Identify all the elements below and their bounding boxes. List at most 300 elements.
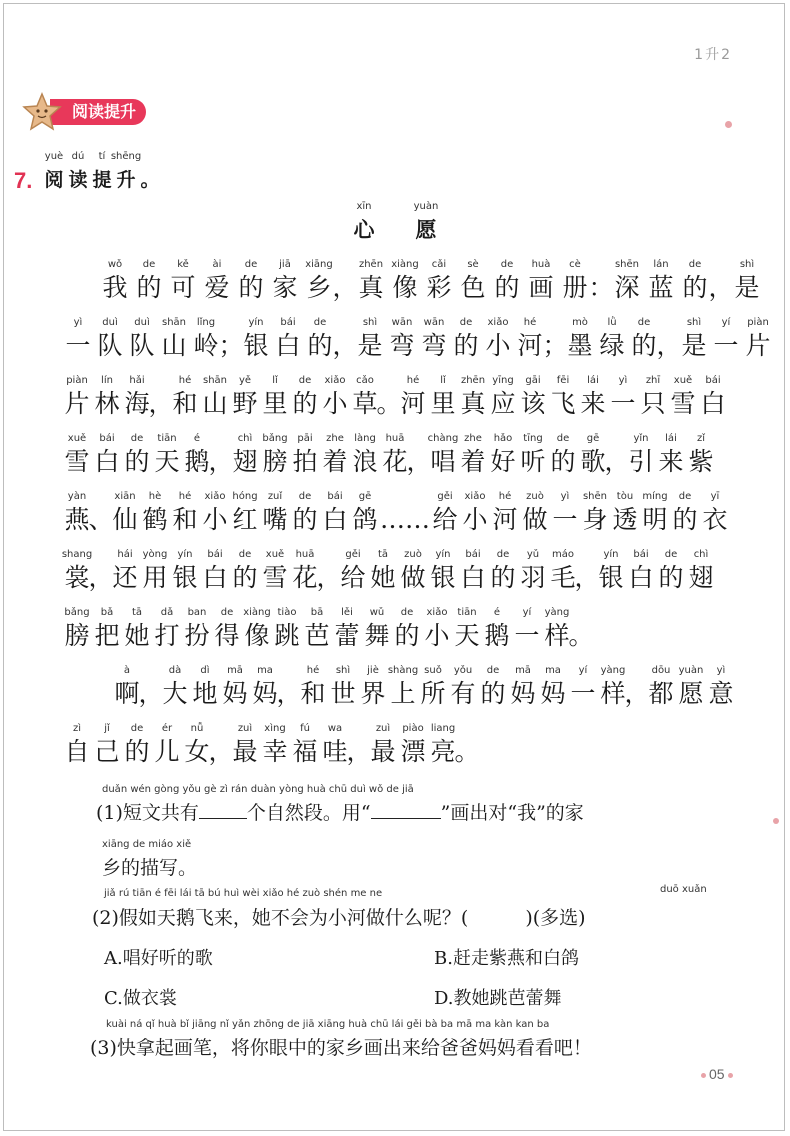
ruby-char: [478, 664, 508, 710]
ruby-char: [460, 490, 490, 536]
pinyin: shēn: [614, 259, 640, 270]
ruby-char: [422, 606, 452, 652]
hanzi: 的: [631, 331, 657, 360]
ruby-char: [200, 374, 230, 420]
pinyin: xiàng: [391, 259, 419, 270]
hanzi: 羽: [520, 563, 546, 592]
pinyin: yǒu: [453, 665, 473, 676]
hanzi: 膀: [64, 621, 90, 650]
ruby-char: [320, 722, 350, 768]
ruby-char: [676, 664, 706, 710]
hanzi: 山: [202, 389, 228, 418]
hanzi: 的: [480, 679, 506, 708]
pinyin: xìng: [264, 723, 286, 734]
hanzi: 透: [612, 505, 638, 534]
pinyin: yuàn: [678, 665, 704, 676]
pinyin: de: [313, 317, 327, 328]
ruby-char: [448, 664, 478, 710]
hanzi: 大: [162, 679, 188, 708]
pinyin: piàn: [747, 317, 769, 328]
ruby-char: [332, 606, 362, 652]
hanzi: 升: [116, 169, 136, 191]
pinyin: lái: [587, 375, 599, 386]
pinyin: gěi: [437, 491, 453, 502]
hanzi: 。: [454, 737, 480, 766]
pinyin: fēi: [556, 375, 570, 386]
hanzi: 的: [124, 447, 150, 476]
pinyin: xuě: [67, 433, 87, 444]
pinyin: yín: [177, 549, 193, 560]
pinyin: huà: [531, 259, 551, 270]
pinyin: shì: [362, 317, 378, 328]
pinyin: ér: [161, 723, 173, 734]
grade-label: 1升2: [694, 47, 732, 63]
hanzi: ，: [604, 447, 630, 476]
pinyin: gěi: [345, 549, 361, 560]
punctuation: [604, 432, 630, 478]
passage-line: [112, 664, 736, 710]
hanzi: 身: [582, 505, 608, 534]
hanzi: 应: [490, 389, 516, 418]
ruby-char: [644, 258, 678, 304]
pinyin: yí: [522, 607, 532, 618]
hanzi: 小: [424, 621, 450, 650]
ruby-char: [742, 316, 774, 362]
punctuation: [148, 374, 174, 420]
ruby-char: [488, 374, 518, 420]
ruby-char: [122, 606, 152, 652]
ruby-char: [678, 258, 712, 304]
decorative-dot: [725, 121, 732, 128]
hanzi: 里: [430, 389, 456, 418]
q1-text-2: 乡的描写。: [102, 857, 198, 879]
pinyin: zì: [72, 723, 82, 734]
hanzi: 读: [68, 169, 88, 191]
pinyin: míng: [642, 491, 668, 502]
q1-blank-mark[interactable]: [371, 800, 441, 819]
ruby-char: [350, 490, 380, 536]
pinyin: máo: [552, 549, 574, 560]
hanzi: 花: [382, 447, 408, 476]
ruby-char: [328, 664, 358, 710]
hanzi: ，: [148, 389, 174, 418]
hanzi: 妈: [222, 679, 248, 708]
hanzi: 心: [353, 217, 375, 242]
hanzi: 岭: [193, 331, 219, 360]
pinyin: tiān: [157, 433, 177, 444]
pinyin: bǎng: [64, 607, 90, 618]
pinyin: shān: [202, 375, 227, 386]
hanzi: 。: [568, 621, 594, 650]
ruby-char: [508, 664, 538, 710]
hanzi: 的: [550, 447, 576, 476]
hanzi: 天: [454, 621, 480, 650]
ruby-char: [686, 548, 716, 594]
pinyin: kě: [177, 259, 189, 270]
hanzi: 爱: [204, 273, 230, 302]
q1-text-c: ”画出对“我”的家: [440, 802, 584, 824]
pinyin: yì: [73, 317, 83, 328]
pinyin: xīn: [356, 201, 372, 212]
hanzi: 海: [124, 389, 150, 418]
passage-line: [62, 316, 774, 362]
hanzi: 深: [614, 273, 640, 302]
ruby-char: [458, 548, 488, 594]
ruby-char: [542, 606, 572, 652]
ruby-char: [548, 432, 578, 478]
pinyin: yàng: [544, 607, 570, 618]
hanzi: 自: [64, 737, 90, 766]
pinyin: wǒ: [107, 259, 123, 270]
hanzi: 最: [232, 737, 258, 766]
pinyin: bǎng: [262, 433, 288, 444]
hanzi: 女: [184, 737, 210, 766]
ruby-char: [66, 150, 90, 196]
pinyin: de: [130, 723, 144, 734]
hanzi: 家: [272, 273, 298, 302]
hanzi: 山: [161, 331, 187, 360]
hanzi: 片: [745, 331, 771, 360]
hanzi: 的: [307, 331, 333, 360]
pinyin: nǚ: [190, 723, 204, 734]
pinyin: fú: [300, 723, 310, 734]
hanzi: 舞: [364, 621, 390, 650]
ruby-char: [290, 722, 320, 768]
pinyin: xiǎo: [324, 375, 346, 386]
hanzi: 意: [708, 679, 734, 708]
ruby-char: [598, 664, 628, 710]
ruby-char: [290, 490, 320, 536]
pinyin: liang: [430, 723, 456, 734]
passage-line: [62, 490, 730, 536]
pinyin: tiào: [277, 607, 297, 618]
ruby-char: [110, 548, 140, 594]
ruby-char: [458, 432, 488, 478]
hanzi: 妈: [540, 679, 566, 708]
pinyin: yì: [618, 375, 628, 386]
hanzi: 愿: [678, 679, 704, 708]
hanzi: 的: [136, 273, 162, 302]
ruby-char: [182, 606, 212, 652]
pinyin: yín: [603, 549, 619, 560]
hanzi: 红: [232, 505, 258, 534]
ruby-char: [538, 664, 568, 710]
ruby-char: [260, 490, 290, 536]
pinyin: tā: [377, 549, 389, 560]
ruby-char: [62, 432, 92, 478]
hanzi: 仙: [112, 505, 138, 534]
pinyin: hái: [117, 549, 133, 560]
hanzi: 河: [492, 505, 518, 534]
ruby-char: [290, 374, 320, 420]
ruby-char: [268, 258, 302, 304]
ruby-char: [428, 432, 458, 478]
punctuation: [380, 490, 430, 536]
ruby-char: [386, 316, 418, 362]
ruby-char: [452, 606, 482, 652]
ruby-char: [158, 316, 190, 362]
ruby-char: [578, 374, 608, 420]
q3-pinyin: kuài ná qǐ huà bǐ jiāng nǐ yǎn zhōng de jiā xiāng huà chū lái gěi bà ba mā ma kàn kan ba: [106, 1019, 550, 1030]
hanzi: 弯: [389, 331, 415, 360]
hanzi: 提: [92, 169, 112, 191]
pinyin: ban: [187, 607, 207, 618]
hanzi: 河: [517, 331, 543, 360]
hanzi: 的: [238, 273, 264, 302]
hanzi: 绿: [599, 331, 625, 360]
pinyin: mā: [227, 665, 243, 676]
hanzi: 用: [142, 563, 168, 592]
hanzi: 真: [460, 389, 486, 418]
ruby-char: [354, 316, 386, 362]
ruby-char: [160, 664, 190, 710]
hanzi: 彩: [426, 273, 452, 302]
hanzi: 着: [460, 447, 486, 476]
hanzi: 她: [124, 621, 150, 650]
ruby-char: [230, 548, 260, 594]
pinyin: shēng: [110, 151, 142, 162]
ruby-char: [488, 548, 518, 594]
ruby-char: [200, 548, 230, 594]
hanzi: 她: [370, 563, 396, 592]
ruby-char: [320, 374, 350, 420]
passage-line: [62, 432, 716, 478]
pinyin: duì: [102, 317, 118, 328]
hanzi: 一: [713, 331, 739, 360]
hanzi: 队: [97, 331, 123, 360]
hanzi: 的: [124, 737, 150, 766]
pinyin: shēn: [582, 491, 608, 502]
punctuation: [568, 606, 594, 652]
star-icon: [22, 92, 62, 132]
ruby-char: [302, 606, 332, 652]
hanzi: 一: [514, 621, 540, 650]
ruby-char: [488, 432, 518, 478]
hanzi: ，: [208, 737, 234, 766]
hanzi: 嘴: [262, 505, 288, 534]
hanzi: 鹤: [142, 505, 168, 534]
hanzi: 草: [352, 389, 378, 418]
ruby-char: [490, 490, 520, 536]
pinyin: tí: [98, 151, 106, 162]
pinyin: gē: [586, 433, 600, 444]
hanzi: ，: [208, 447, 234, 476]
pinyin: de: [459, 317, 473, 328]
hanzi: 是: [681, 331, 707, 360]
hanzi: 裳: [64, 563, 90, 592]
q1-blank-count[interactable]: [199, 800, 247, 819]
page-number-text: 05: [709, 1066, 725, 1082]
hanzi: 的: [394, 621, 420, 650]
pinyin: mā: [515, 665, 531, 676]
ruby-char: [395, 200, 457, 246]
q2-option-c[interactable]: C.做衣裳: [104, 988, 177, 1009]
hanzi: 是: [734, 273, 760, 302]
punctuation: [708, 258, 734, 304]
ruby-char: [152, 432, 182, 478]
ruby-char: [428, 374, 458, 420]
pinyin: jiā: [279, 259, 291, 270]
ruby-char: [354, 258, 388, 304]
ruby-char: [62, 548, 92, 594]
ruby-char: [260, 722, 290, 768]
pinyin: yuè: [44, 151, 64, 162]
pinyin: tòu: [616, 491, 634, 502]
q2-option-a[interactable]: A.唱好听的歌: [104, 948, 213, 969]
pinyin: tā: [131, 607, 143, 618]
pinyin: zuì: [375, 723, 391, 734]
ruby-char: [140, 490, 170, 536]
pinyin: de: [556, 433, 570, 444]
hanzi: 白: [202, 563, 228, 592]
hanzi: 做: [522, 505, 548, 534]
ruby-char: [580, 490, 610, 536]
ruby-char: [558, 258, 592, 304]
hanzi: 野: [232, 389, 258, 418]
ruby-char: [656, 548, 686, 594]
q2-option-b[interactable]: B.赶走紫燕和白鸽: [434, 948, 579, 969]
pinyin: bái: [327, 491, 343, 502]
hanzi: 。: [376, 389, 402, 418]
hanzi: 白: [275, 331, 301, 360]
ruby-char: [170, 548, 200, 594]
hanzi: 着: [322, 447, 348, 476]
ruby-char: [112, 664, 142, 710]
punctuation: [332, 258, 358, 304]
ruby-char: [518, 548, 548, 594]
ruby-char: [678, 316, 710, 362]
pinyin: lái: [665, 433, 677, 444]
pinyin: é: [193, 433, 201, 444]
punctuation: [588, 258, 614, 304]
q1-text: [96, 798, 584, 825]
ruby-char: [62, 490, 92, 536]
punctuation: [88, 490, 114, 536]
hanzi: 的: [682, 273, 708, 302]
hanzi: 银: [172, 563, 198, 592]
hanzi: 白: [628, 563, 654, 592]
hanzi: 所: [420, 679, 446, 708]
hanzi: 膀: [262, 447, 288, 476]
ruby-char: [230, 722, 260, 768]
ruby-char: [320, 490, 350, 536]
pinyin: de: [637, 317, 651, 328]
q2-option-d[interactable]: D.教她跳芭蕾舞: [434, 988, 562, 1009]
page-number: [698, 1066, 736, 1082]
pinyin: xuě: [265, 549, 285, 560]
hanzi: 花: [292, 563, 318, 592]
ruby-char: [92, 606, 122, 652]
hanzi: 跳: [274, 621, 300, 650]
hanzi: 册: [562, 273, 588, 302]
ruby-char: [272, 606, 302, 652]
pinyin: de: [220, 607, 234, 618]
hanzi: 小: [485, 331, 511, 360]
passage-line: [62, 374, 728, 420]
ruby-char: [596, 548, 626, 594]
hanzi: 银: [430, 563, 456, 592]
hanzi: 妈: [252, 679, 278, 708]
pinyin: hé: [178, 375, 192, 386]
pinyin: hǎo: [493, 433, 513, 444]
pinyin: zhe: [464, 433, 482, 444]
hanzi: 乡: [306, 273, 332, 302]
pinyin: piàn: [66, 375, 88, 386]
ruby-char: [514, 316, 546, 362]
hanzi: ，: [276, 679, 302, 708]
hanzi: 鹅: [484, 621, 510, 650]
pinyin: ma: [257, 665, 273, 676]
ruby-char: [564, 316, 596, 362]
pinyin: yǔ: [526, 549, 540, 560]
hanzi: 林: [94, 389, 120, 418]
ruby-char: [626, 548, 656, 594]
hanzi: ：: [588, 273, 614, 302]
ruby-char: [670, 490, 700, 536]
hanzi: 小: [202, 505, 228, 534]
ruby-char: [456, 258, 490, 304]
hanzi: 鹅: [184, 447, 210, 476]
pinyin: de: [298, 375, 312, 386]
ruby-char: [450, 316, 482, 362]
hanzi: 的: [658, 563, 684, 592]
pinyin: yí: [721, 317, 731, 328]
pinyin: lǜ: [607, 317, 617, 328]
punctuation: [574, 548, 600, 594]
ruby-char: [242, 606, 272, 652]
hanzi: 只: [640, 389, 666, 418]
pinyin: yīng: [492, 375, 514, 386]
hanzi: ，: [656, 331, 682, 360]
hanzi: 毛: [550, 563, 576, 592]
pinyin: chàng: [427, 433, 459, 444]
hanzi: 浪: [352, 447, 378, 476]
hanzi: ，: [332, 273, 358, 302]
pinyin: xiǎo: [487, 317, 509, 328]
ruby-char: [518, 374, 548, 420]
ruby-char: [94, 316, 126, 362]
passage-line: [62, 548, 716, 594]
hanzi: 芭: [304, 621, 330, 650]
ruby-char: [706, 664, 736, 710]
pinyin: zhī: [645, 375, 661, 386]
hanzi: ……: [380, 505, 430, 534]
pinyin: yí: [578, 665, 588, 676]
punctuation: [208, 722, 234, 768]
hanzi: 墨: [567, 331, 593, 360]
ruby-char: [428, 548, 458, 594]
pinyin: lǐ: [272, 375, 278, 386]
pinyin: dú: [71, 151, 85, 162]
ruby-char: [640, 490, 670, 536]
ruby-char: [418, 316, 450, 362]
ruby-char: [398, 374, 428, 420]
hanzi: 妈: [510, 679, 536, 708]
punctuation: [376, 374, 402, 420]
ruby-char: [200, 258, 234, 304]
ruby-char: [548, 548, 578, 594]
pinyin: de: [688, 259, 702, 270]
punctuation: [138, 150, 162, 196]
pinyin: shān: [161, 317, 186, 328]
hanzi: 鸽: [352, 505, 378, 534]
ruby-char: [610, 258, 644, 304]
ruby-char: [92, 432, 122, 478]
ruby-char: [260, 432, 290, 478]
hanzi: 把: [94, 621, 120, 650]
exercise-number: 7.: [14, 168, 33, 193]
ruby-char: [368, 722, 398, 768]
